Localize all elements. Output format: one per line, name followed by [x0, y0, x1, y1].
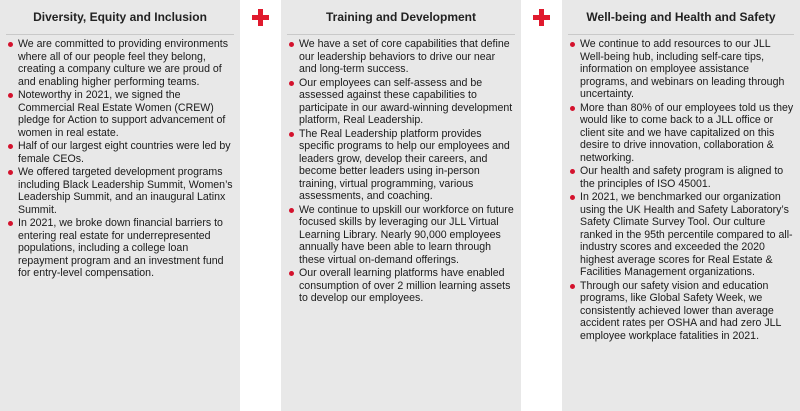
panel-diversity-equity-inclusion — [0, 0, 240, 411]
bullet-list — [0, 35, 240, 280]
plus-icon — [533, 9, 550, 26]
list-item: In 2021, we benchmarked our organization using the UK Health and Safety Laboratory’s Safety Climate Survey Tool. Our culture ranked in the 95th percentile compared to all-industry scores and exceeded the 2020 highest average scores for Real Estate & Facilities Management organizations. — [570, 191, 794, 279]
plus-icon — [252, 9, 269, 26]
panel-title: Diversity, Equity and Inclusion — [6, 0, 234, 35]
list-item: We continue to add resources to our JLL Well-being hub, including self-care tips, information on employee assistance programs, and webinars on leading through uncertainty. — [570, 38, 794, 101]
list-item: Noteworthy in 2021, we signed the Commercial Real Estate Women (CREW) pledge for Action to support advancement of women in real estate. — [8, 89, 234, 139]
list-item: Our employees can self-assess and be assessed against these capabilities to participate in our award-winning development platform, Real Leadership. — [289, 77, 515, 127]
list-item: Our health and safety program is aligned to the principles of ISO 45001. — [570, 165, 794, 190]
list-item: Our overall learning platforms have enabled consumption of over 2 million learning assets to develop our employees. — [289, 267, 515, 305]
panel-title: Well-being and Health and Safety — [568, 0, 794, 35]
bullet-list — [281, 35, 521, 305]
list-item: In 2021, we broke down financial barriers to entering real estate for underrepresented populations, including a college loan repayment program and an investment fund for entry-level compensation. — [8, 217, 234, 280]
list-item: More than 80% of our employees told us they would like to come back to a JLL office or client site and we have capitalized on this desire to drive innovation, collaboration & networking. — [570, 102, 794, 165]
list-item: The Real Leadership platform provides specific programs to help our employees and leaders grow, develop their careers, and become better leaders using in-person training, virtual programming, various assessments, and coaching. — [289, 128, 515, 203]
panel-wellbeing-health-safety — [562, 0, 800, 411]
list-item: Half of our largest eight countries were led by female CEOs. — [8, 140, 234, 165]
panel-training-development — [281, 0, 521, 411]
list-item: We offered targeted development programs including Black Leadership Summit, Women’s Leadership Summit, and an inaugural Latinx Summit. — [8, 166, 234, 216]
list-item: We are committed to providing environments where all of our people feel they belong, creating a company culture we are proud of and enabling higher performing teams. — [8, 38, 234, 88]
list-item: We have a set of core capabilities that define our leadership behaviors to drive our near and long-term success. — [289, 38, 515, 76]
list-item: Through our safety vision and education programs, like Global Safety Week, we consistently achieved lower than average accident rates per OSHA and had zero JLL employee workplace fatalities in 2021. — [570, 280, 794, 343]
list-item: We continue to upskill our workforce on future focused skills by leveraging our JLL Virtual Learning Library. Nearly 90,000 employees annually have been able to learn through these virtual on-demand offerings. — [289, 204, 515, 267]
panel-title: Training and Development — [287, 0, 515, 35]
bullet-list — [562, 35, 800, 342]
